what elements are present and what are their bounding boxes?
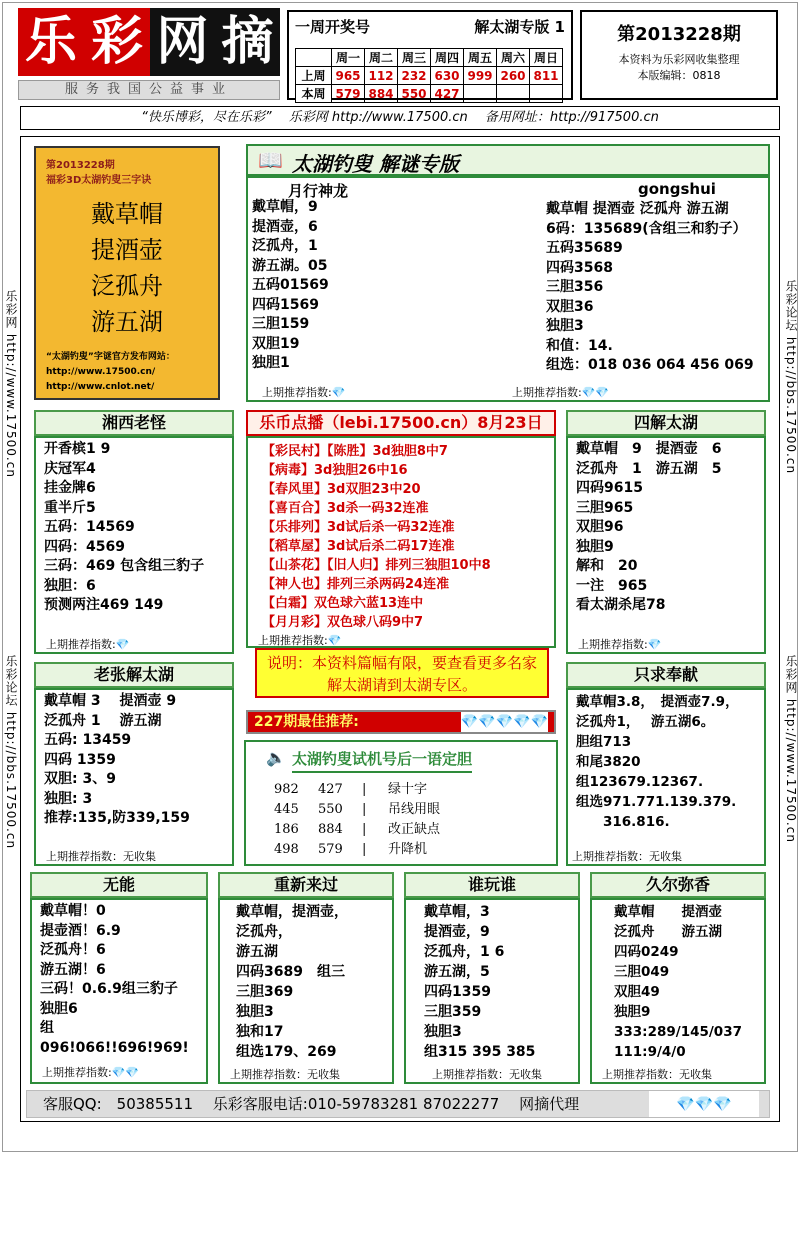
rating-label: 上期推荐指数：无收集 — [602, 1068, 712, 1081]
chonglai-header: 重新来过 — [218, 872, 394, 898]
xiangxi-header: 湘西老怪 — [34, 410, 234, 436]
logo-char-4: 摘 — [215, 8, 280, 76]
contact-text[interactable]: 客服QQ: 50385511 乐彩客服电话:010-59783281 87022277 网摘代理 — [43, 1095, 580, 1113]
line: 和尾3820 — [576, 754, 641, 770]
poster-line: 泛孤舟 — [91, 272, 163, 300]
line: 解和 20 — [576, 558, 638, 574]
line: 戴草帽，9 — [252, 199, 318, 215]
laozhang-header: 老张解太湖 — [34, 662, 234, 688]
line: 预测两注469 149 — [44, 597, 164, 613]
day-header: 周五 — [464, 49, 497, 67]
line: 泛孤舟 1 游五湖 — [44, 712, 162, 729]
line: 三胆359 — [424, 1004, 482, 1020]
draw-cell — [530, 85, 563, 103]
shiji-title: 太湖钓叟试机号后一语定胆 — [292, 748, 472, 773]
jiuer-panel — [590, 898, 766, 1084]
rating-label — [42, 1064, 139, 1080]
draw-cell: 811 — [530, 67, 563, 85]
url-bar[interactable]: “快乐博彩，尽在乐彩” 乐彩网 http://www.17500.cn 备用网址：http://917500.cn — [20, 106, 780, 130]
lebi-item[interactable]: 【春风里】3d双胆23中20 — [262, 482, 421, 497]
shiji-table — [274, 780, 440, 860]
line: 戴草帽 3 提酒壶 9 — [44, 693, 177, 709]
shiji-sep: | — [362, 822, 367, 837]
poster-line: 游五湖 — [91, 308, 163, 336]
lebi-header[interactable]: 乐币点播（lebi.17500.cn）8月23日 — [246, 410, 556, 436]
line: 四码9615 — [576, 480, 643, 496]
draw-cell: 630 — [431, 67, 464, 85]
lebi-item[interactable]: 【乐排列】3d试后杀一码32连准 — [262, 520, 455, 535]
line: 组315 395 385 — [424, 1044, 536, 1060]
line: 三码！0.6.9组三豹子 — [40, 981, 178, 997]
zhiqiu-list — [568, 690, 764, 834]
chonglai-panel — [218, 898, 394, 1084]
line: 四码：4569 — [44, 538, 125, 555]
edition-title: 解太湖专版 1 — [474, 18, 565, 36]
week-title: 一周开奖号 — [295, 18, 371, 36]
diamond-icon: 💎💎💎 — [649, 1091, 759, 1117]
draw-cell: 427 — [431, 85, 464, 103]
shiji-row — [274, 800, 440, 820]
poster-line: 提酒壶 — [91, 236, 163, 264]
issue-editor: 本版编辑：0818 — [637, 69, 721, 82]
wuneng-list — [32, 900, 206, 1060]
draw-cell — [497, 85, 530, 103]
shiji-cell: 579 — [318, 842, 343, 857]
diamond-icon: 💎💎💎💎💎 — [460, 714, 548, 730]
sijie-list — [568, 438, 764, 618]
logo-char-2: 彩 — [84, 8, 150, 76]
side-link-right-top[interactable]: 乐彩论坛 http://bbs.17500.cn — [784, 280, 798, 475]
line: 双胆36 — [546, 298, 594, 315]
diamond-icon: 💎💎 — [581, 386, 610, 399]
line: 胆组713 — [576, 734, 632, 750]
weekly-draw-box — [287, 10, 573, 100]
shiji-cell: 427 — [318, 782, 343, 797]
poster-line: 戴草帽 — [91, 200, 163, 228]
line: 戴草帽 9 提酒壶 6 — [576, 441, 722, 457]
line: 五码: 13459 — [44, 732, 132, 748]
line: 四码3689 组三 — [236, 964, 345, 980]
poster-url-2[interactable]: http://www.cnlot.net/ — [46, 382, 155, 392]
line: 独胆3 — [236, 1004, 274, 1020]
line: 戴草帽 提酒壶 — [614, 904, 722, 920]
lebi-item[interactable]: 【山茶花】【旧人归】排列三独胆10中8 — [262, 558, 491, 573]
lebi-item[interactable]: 【白霜】双色球六蓝13连中 — [262, 596, 424, 611]
issue-box — [580, 10, 778, 100]
line: 戴草帽，3 — [424, 904, 490, 920]
rating-text: 上期推荐指数: — [512, 386, 582, 399]
rating-text: 上期推荐指数: — [578, 638, 648, 651]
line: 独胆3 — [424, 1024, 462, 1040]
diamond-icon: 💎 — [115, 638, 130, 651]
line: 游五湖，5 — [424, 964, 490, 980]
shiji-cell: 绿十字 — [388, 782, 428, 797]
lebi-list — [248, 438, 554, 636]
diamond-icon: 💎 — [647, 638, 662, 651]
line: 戴草帽！0 — [40, 903, 106, 919]
poster-site-note: “太湖钓叟”字谜官方发布网站： — [46, 352, 175, 362]
line: 316.816. — [576, 814, 670, 830]
shiji-sep: | — [362, 782, 367, 797]
line: 三胆369 — [236, 984, 294, 1000]
author-name: gongshui — [638, 180, 716, 198]
draw-cell: 232 — [398, 67, 431, 85]
line: 开香槟1 9 — [44, 441, 111, 457]
line: 戴草帽3.8， 提酒壶7.9， — [576, 694, 739, 710]
shuiwan-panel — [404, 898, 580, 1084]
rating-text: 上期推荐指数: — [258, 634, 328, 647]
shiji-cell: 186 — [274, 822, 299, 837]
logo-slogan: 服务我国公益事业 — [18, 80, 280, 100]
rating-label — [258, 632, 341, 648]
draw-cell: 999 — [464, 67, 497, 85]
line: 双胆19 — [252, 335, 300, 352]
line: 独和17 — [236, 1024, 284, 1040]
line: 五码：14569 — [44, 519, 135, 535]
line: 游五湖 — [236, 944, 278, 960]
zhiqiu-header: 只求奉献 — [566, 662, 766, 688]
rating-label — [46, 636, 129, 652]
logo-char-3: 网 — [150, 8, 215, 76]
shiji-cell: 884 — [318, 822, 343, 837]
line: 三码：469 包含组三豹子 — [44, 558, 205, 574]
line: 独胆：6 — [44, 577, 96, 594]
line: 泛孤舟，1 — [252, 238, 318, 254]
line: 泛孤舟， — [236, 924, 292, 940]
site-logo[interactable] — [18, 8, 280, 98]
line: 独胆9 — [576, 538, 614, 555]
line: 组选179、269 — [236, 1044, 337, 1060]
lebi-item[interactable]: 【彩民村】【陈胜】3d独胆8中7 — [262, 444, 448, 459]
poster-issue: 第2013228期 — [46, 160, 115, 171]
laozhang-panel — [34, 688, 234, 866]
shiji-panel — [244, 740, 558, 866]
taihu-title: 太湖钓叟 解谜专版 — [292, 152, 459, 176]
shiji-cell: 升降机 — [388, 842, 428, 857]
line: 五码01569 — [252, 277, 329, 293]
shiji-sep: | — [362, 802, 367, 817]
line: 三胆049 — [614, 964, 670, 980]
shiji-sep: | — [362, 842, 367, 857]
taihu-panel — [246, 176, 770, 402]
xiangxi-panel — [34, 436, 234, 654]
contact-bar — [26, 1090, 770, 1118]
day-header: 周一 — [332, 49, 365, 67]
line: 游五湖。05 — [252, 257, 328, 274]
poster-subtitle: 福彩3D太湖钓叟三字诀 — [46, 175, 152, 186]
draw-cell: 884 — [365, 85, 398, 103]
issue-note: 本资料为乐彩网收集整理 — [618, 53, 740, 66]
line: 双胆49 — [614, 984, 660, 1000]
rating-label — [512, 384, 609, 400]
line: 挂金牌6 — [44, 480, 96, 496]
rating-text: 上期推荐指数: — [262, 386, 332, 399]
shiji-cell: 吊线用眼 — [388, 802, 441, 817]
wuneng-header: 无能 — [30, 872, 208, 898]
side-link-left-bottom[interactable]: 乐彩论坛 http://bbs.17500.cn — [4, 655, 18, 850]
line: 组096!066!!696!969! — [40, 1020, 189, 1056]
line: 双胆96 — [576, 519, 624, 535]
wuneng-panel — [30, 898, 208, 1084]
book-icon: 📖 — [258, 148, 283, 172]
side-link-right-bottom[interactable]: 乐彩网 http://www.17500.cn — [784, 655, 798, 843]
shiji-cell: 改正缺点 — [388, 822, 441, 837]
logo-char-1: 乐 — [18, 8, 84, 76]
line: 333:289/145/037 — [614, 1024, 742, 1040]
line: 重半斤5 — [44, 499, 96, 516]
line: 6码：135689(含组三和豹子） — [546, 220, 747, 237]
line: 双胆: 3、9 — [44, 771, 116, 787]
draw-cell: 579 — [332, 85, 365, 103]
draw-cell — [464, 85, 497, 103]
diamond-icon: 💎 — [331, 386, 346, 399]
row-label: 本周 — [296, 85, 332, 103]
diamond-icon: 💎 — [327, 634, 342, 647]
shiji-row — [274, 820, 440, 840]
day-header: 周二 — [365, 49, 398, 67]
line: 独胆: 3 — [44, 790, 93, 807]
line: 提酒壶，6 — [252, 218, 318, 235]
lebi-note: 说明：本资料篇幅有限，要查看更多名家解太湖请到太湖专区。 — [255, 648, 549, 698]
draw-cell: 550 — [398, 85, 431, 103]
line: 组123679.12367. — [576, 774, 704, 790]
line: 提壶酒！6.9 — [40, 922, 121, 939]
day-header: 周三 — [398, 49, 431, 67]
xiangxi-list — [36, 438, 232, 618]
rating-label — [578, 636, 661, 652]
line: 戴草帽，提酒壶， — [236, 904, 348, 920]
zhiqiu-panel — [566, 688, 766, 866]
issue-number: 第2013228期 — [617, 24, 741, 45]
line: 四码1569 — [252, 296, 319, 313]
chonglai-list — [220, 900, 392, 1064]
rating-text: 上期推荐指数: — [42, 1066, 112, 1079]
line: 戴草帽 提酒壶 泛孤舟 游五湖 — [546, 201, 729, 217]
rating-text: 上期推荐指数: — [46, 638, 116, 651]
line: 四码0249 — [614, 944, 679, 960]
lebi-item[interactable]: 【月月彩】双色球八码9中7 — [262, 615, 424, 630]
lebi-item[interactable]: 【神人也】排列三杀两码24连准 — [262, 577, 450, 592]
lebi-item[interactable]: 【病毒】3d独胆26中16 — [262, 463, 408, 478]
line: 四码1359 — [424, 984, 491, 1000]
line: 独胆3 — [546, 318, 584, 334]
sijie-header: 四解太湖 — [566, 410, 766, 436]
jiuer-list — [592, 900, 764, 1064]
rating-label: 上期推荐指数：无收集 — [46, 850, 156, 863]
line: 组选：018 036 064 456 069 — [546, 357, 754, 373]
line: 泛孤舟，1 6 — [424, 944, 505, 960]
line: 三胆159 — [252, 316, 310, 332]
taihu-right-list — [546, 200, 754, 376]
line: 推荐:135,防339,159 — [44, 810, 190, 826]
taihu-poster — [34, 146, 220, 400]
line: 五码35689 — [546, 240, 623, 256]
line: 独胆1 — [252, 355, 290, 371]
line: 游五湖！6 — [40, 961, 106, 978]
side-link-left-top[interactable]: 乐彩网 http://www.17500.cn — [4, 290, 18, 478]
shiji-cell: 498 — [274, 842, 299, 857]
line: 看太湖杀尾78 — [576, 597, 666, 613]
speaker-icon: 🔈 — [266, 748, 286, 767]
line: 四码3568 — [546, 259, 613, 276]
lebi-item[interactable]: 【稻草屋】3d试后杀二码17连准 — [262, 539, 455, 554]
line: 泛孤舟 1 游五湖 5 — [576, 460, 722, 477]
line: 独胆9 — [614, 1004, 651, 1020]
shiji-cell: 982 — [274, 782, 299, 797]
best-pick-title: 227期最佳推荐: — [254, 714, 359, 730]
line: 和值：14. — [546, 337, 613, 354]
rating-label: 上期推荐指数：无收集 — [230, 1068, 340, 1081]
line: 提酒壶，9 — [424, 924, 490, 940]
row-label: 上周 — [296, 67, 332, 85]
line: 庆冠军4 — [44, 460, 96, 477]
rating-label — [262, 384, 345, 400]
rating-label: 上期推荐指数：无收集 — [572, 850, 682, 863]
line: 泛孤舟1， 游五湖6。 — [576, 714, 715, 730]
shuiwan-header: 谁玩谁 — [404, 872, 580, 898]
day-header: 周日 — [530, 49, 563, 67]
line: 独胆6 — [40, 1000, 78, 1017]
shuiwan-list — [406, 900, 578, 1064]
laozhang-list — [36, 690, 232, 831]
day-header: 周四 — [431, 49, 464, 67]
taihu-left-list — [252, 198, 329, 374]
shiji-cell: 445 — [274, 802, 299, 817]
sijie-panel — [566, 436, 766, 654]
shiji-row — [274, 780, 440, 800]
line: 组选971.771.139.379. — [576, 794, 737, 810]
line: 111:9/4/0 — [614, 1044, 686, 1060]
taihu-title-bar — [246, 144, 770, 176]
weekly-draw-table — [295, 48, 563, 103]
best-pick-bar — [246, 710, 556, 734]
line: 三胆356 — [546, 279, 604, 295]
shiji-cell: 550 — [318, 802, 343, 817]
line: 一注 965 — [576, 577, 648, 594]
day-header: 周六 — [497, 49, 530, 67]
draw-cell: 260 — [497, 67, 530, 85]
lebi-panel — [246, 436, 556, 648]
line: 四码 1359 — [44, 751, 116, 768]
draw-cell: 965 — [332, 67, 365, 85]
line: 三胆965 — [576, 499, 634, 516]
author-name: 月行神龙 — [288, 182, 349, 200]
poster-url-1[interactable]: http://www.17500.cn/ — [46, 367, 156, 377]
line: 泛孤舟！6 — [40, 942, 106, 958]
jiuer-header: 久尔弥香 — [590, 872, 766, 898]
diamond-icon: 💎💎 — [111, 1066, 140, 1079]
rating-label: 上期推荐指数：无收集 — [432, 1068, 542, 1081]
shiji-row — [274, 840, 440, 860]
line: 泛孤舟 游五湖 — [614, 924, 722, 940]
draw-cell: 112 — [365, 67, 398, 85]
lebi-item[interactable]: 【喜百合】3d杀一码32连准 — [262, 501, 429, 516]
